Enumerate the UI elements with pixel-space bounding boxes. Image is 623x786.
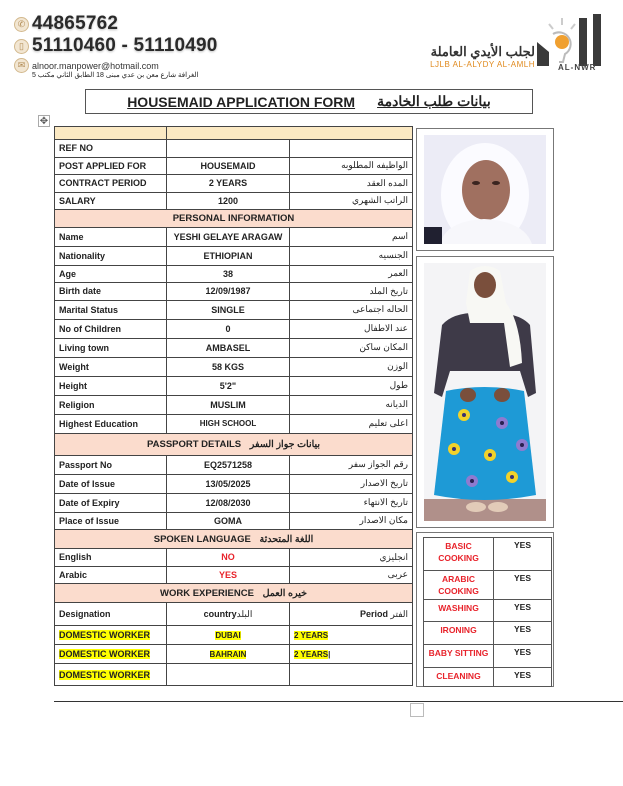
table-row-nationality: Nationality ETHIOPIAN الجنسيه [55,246,413,265]
portrait-photo-frame [416,128,554,251]
table-resize-handle-icon[interactable] [410,703,424,717]
title-arabic: بيانات طلب الخادمة [377,93,491,109]
table-row-ref: REF NO [55,140,413,158]
table-row-issue-date: Date of Issue 13/05/2025 تاريخ الاصدار [55,474,413,493]
office-address: الغرافة شارع معن بن عدي مبنى 18 الطابق الثاني مكتب 5 [32,72,199,79]
mobile-icon: ▯ [14,39,29,54]
table-row-place-of-issue: Place of Issue GOMA مكان الاصدار [55,512,413,530]
experience-row: DOMESTIC WORKER [55,664,413,686]
table-row-religion: Religion MUSLIM الديانه [55,395,413,414]
page-divider [54,701,623,702]
table-move-handle-icon[interactable]: ✥ [39,116,49,127]
section-personal-info: PERSONAL INFORMATION [55,210,413,228]
email-address[interactable]: alnoor.manpower@hotmail.com [32,60,159,71]
table-row-living-town: Living town AMBASEL المكان ساكن [55,338,413,357]
table-header-row [55,127,413,140]
table-row-children: No of Children 0 عند الاطفال [55,319,413,338]
table-row-education: Highest Education HIGH SCHOOL اعلى تعليم [55,414,413,433]
table-row-age: Age 38 العمر [55,265,413,283]
experience-header-row: Designation countryالبلد Period الفتر [55,603,413,626]
table-row-post: POST APPLIED FOR HOUSEMAID الواظيفه المطلوبه [55,157,413,175]
mail-icon: ✉ [14,58,29,73]
table-row-expiry-date: Date of Expiry 12/08/2030 تاريخ الانتهاء [55,493,413,512]
full-body-photo-frame [416,256,554,528]
logo-english-text: LJLB AL-ALYDY AL-AMLH [430,60,535,69]
section-passport-details: PASSPORT DETAILS بيانات جواز السفر [55,433,413,455]
table-row-passport-no: Passport No EQ2571258 رقم الجواز سفر [55,455,413,474]
mobile-numbers: 51110460 - 51110490 [32,35,218,56]
table-row-salary: SALARY 1200 الراتب الشهري [55,192,413,210]
table-row-english: English NO انجليزي [55,549,413,567]
table-row-weight: Weight 58 KGS الوزن [55,357,413,376]
logo-subtitle: AL-NWR [558,63,597,72]
section-spoken-language: SPOKEN LANGUAGE اللغة المتحدثة [55,530,413,549]
skill-row: BASIC COOKING YES [424,538,552,571]
application-table [54,126,413,686]
experience-row: DOMESTIC WORKER DUBAI 2 YEARS [55,626,413,645]
table-row-marital: Marital Status SINGLE الحاله اجتماعى [55,300,413,319]
skill-row: CLEANING YES [424,668,552,687]
phone-icon: ✆ [14,17,29,32]
skill-row: BABY SITTING YES [424,645,552,668]
table-row-contract: CONTRACT PERIOD 2 YEARS المده العقد [55,175,413,193]
table-row-birthdate: Birth date 12/09/1987 تاريخ الملد [55,283,413,301]
phone-contact [14,13,118,35]
logo-arabic-text: لجلب الأيدي العاملة [430,44,535,59]
experience-row: DOMESTIC WORKER BAHRAIN 2 YEARS| [55,645,413,664]
form-title [85,89,533,114]
portrait-photo [424,135,546,244]
table-row-arabic: Arabic YES عربى [55,566,413,584]
skills-table [423,537,552,687]
title-english: HOUSEMAID APPLICATION FORM [127,93,356,110]
section-work-experience: WORK EXPERIENCE خيره العمل [55,584,413,603]
table-row-height: Height 5'2" طول [55,376,413,395]
mobile-contact [14,35,218,57]
table-row-name: Name YESHI GELAYE ARAGAW اسم [55,227,413,246]
skill-row: IRONING YES [424,622,552,645]
phone-number: 44865762 [32,13,119,34]
full-body-photo [424,263,546,521]
skill-row: ARABIC COOKING YES [424,571,552,600]
skill-row: WASHING YES [424,600,552,622]
